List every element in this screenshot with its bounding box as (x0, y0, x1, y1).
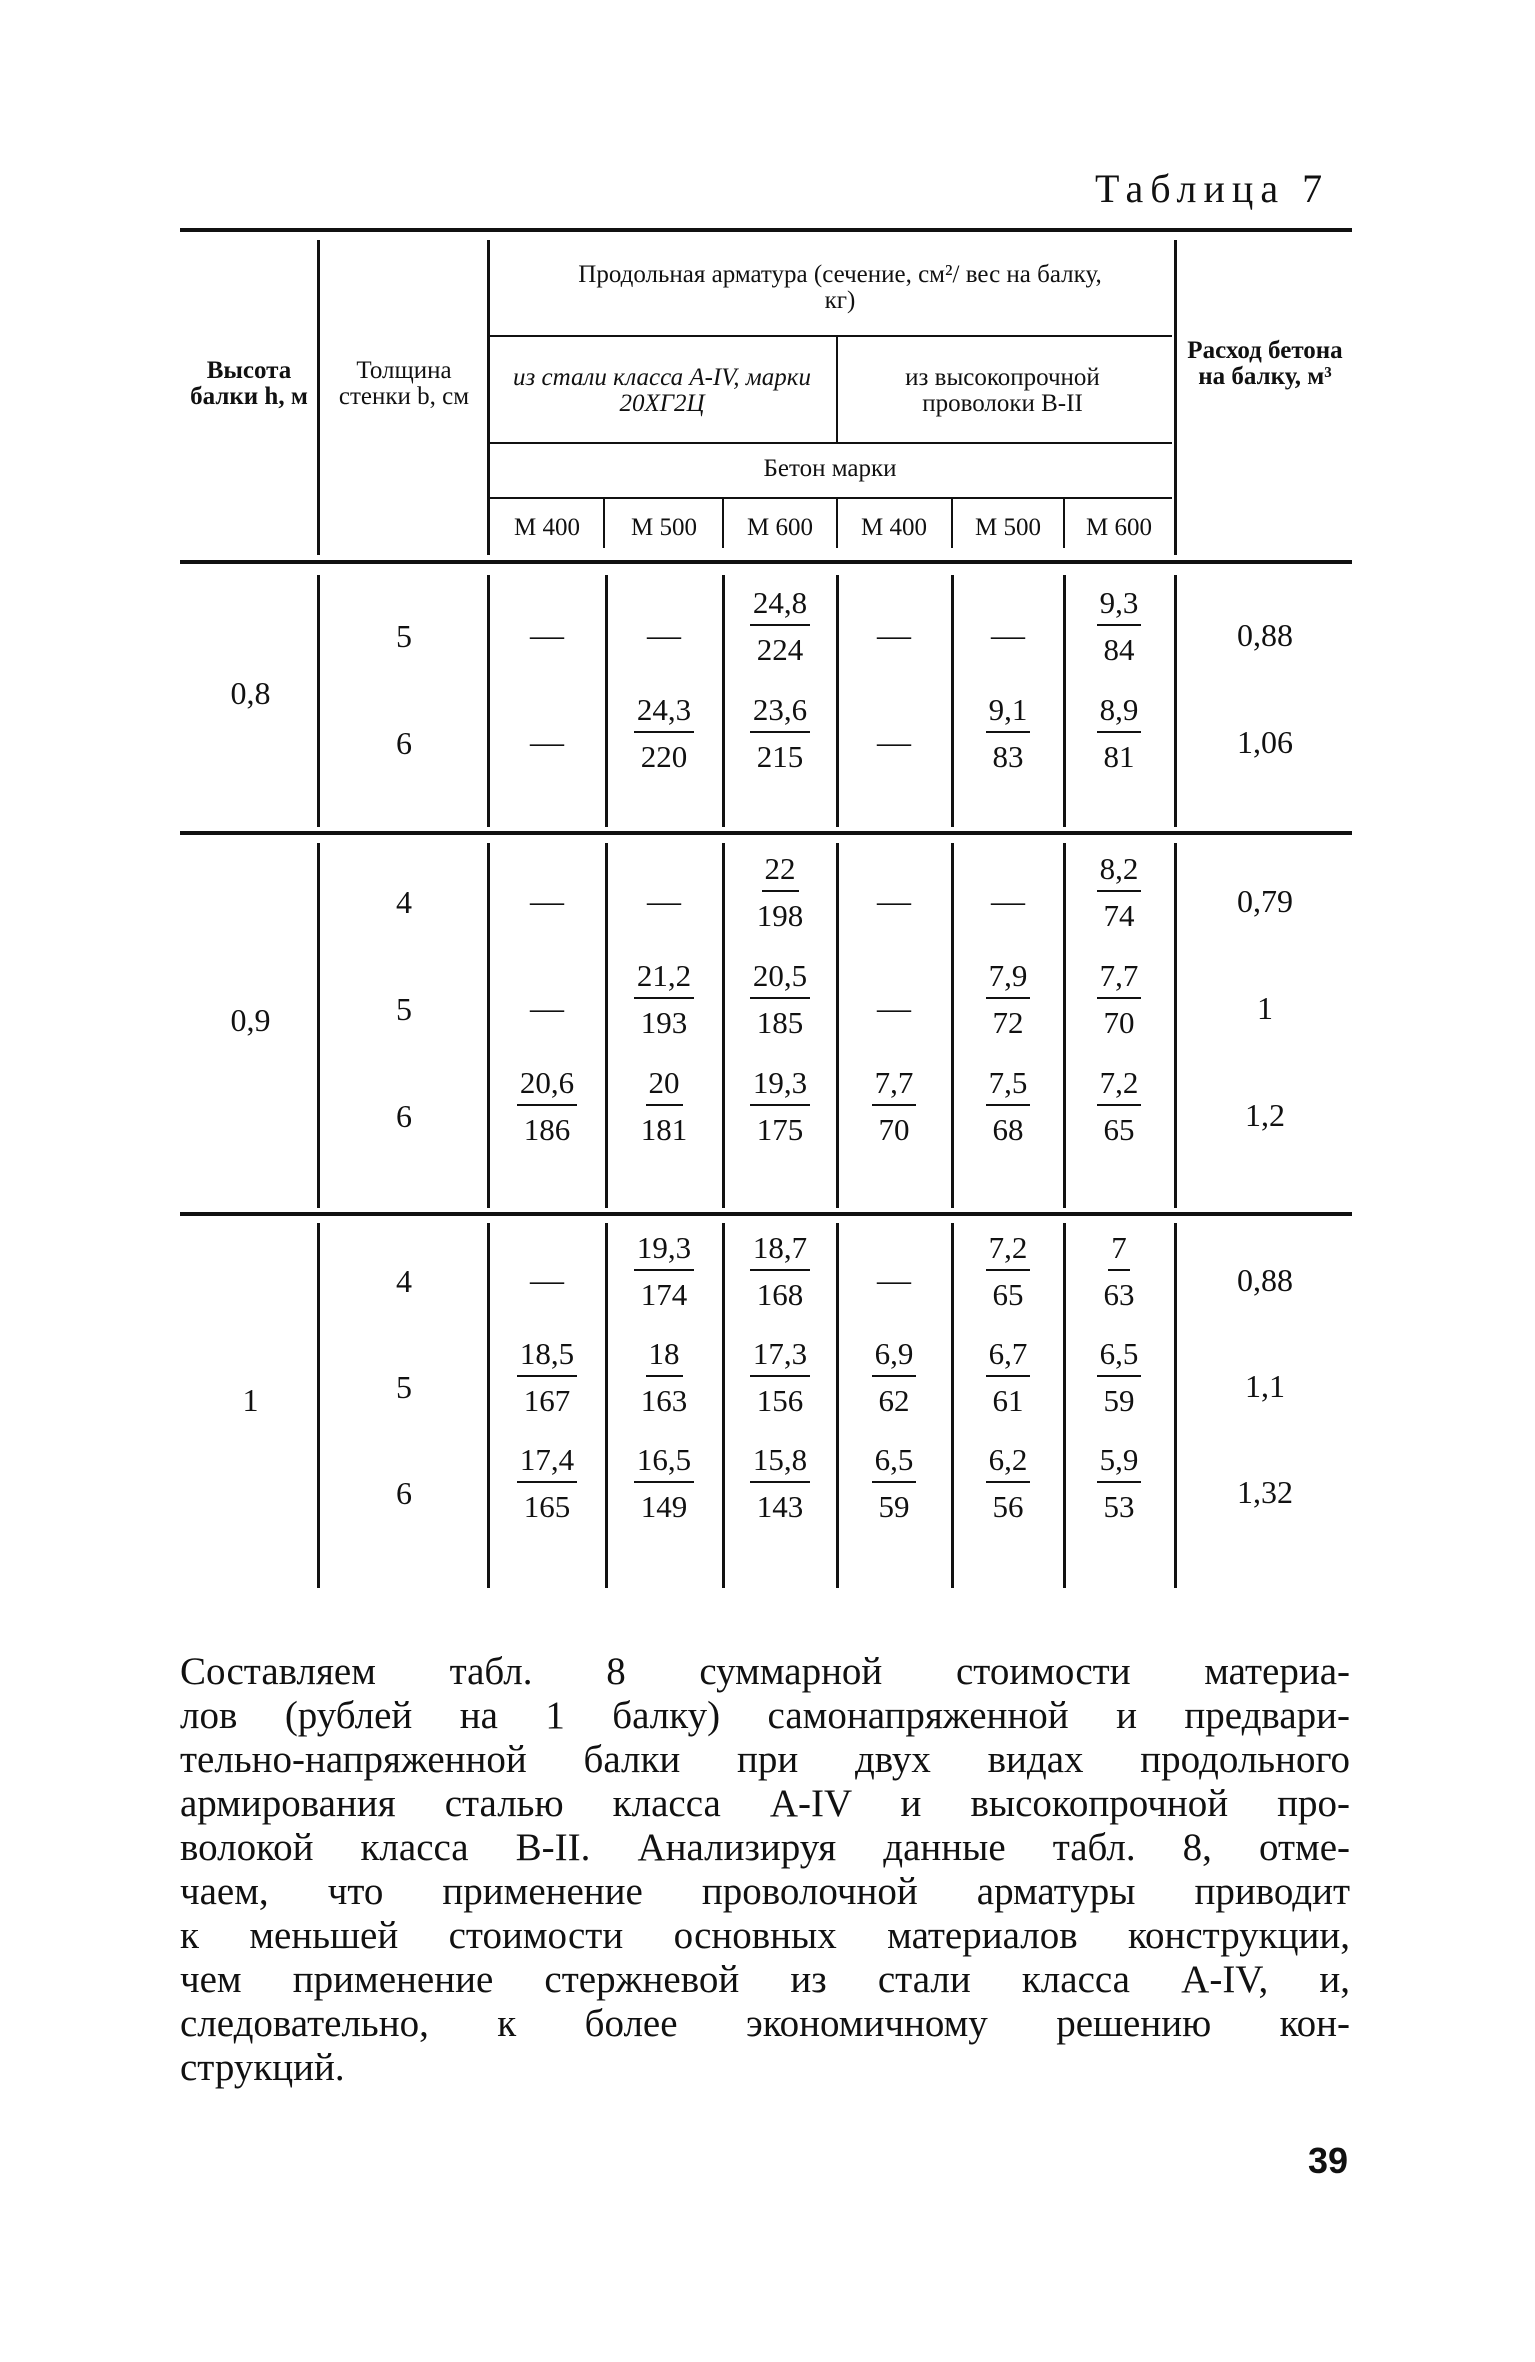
column-divider (1174, 575, 1177, 827)
section-area: 20 (646, 1067, 683, 1106)
section-weight-fraction (1073, 1232, 1165, 1310)
column-divider (1063, 575, 1066, 827)
column-divider (951, 843, 954, 1208)
empty-cell-dash: — (647, 617, 681, 654)
weight: 68 (992, 1112, 1024, 1147)
section-area: 9,1 (986, 694, 1031, 733)
concrete-volume: 1,06 (1237, 724, 1293, 760)
section-weight-fraction (618, 1444, 710, 1522)
section-area: 7,9 (986, 960, 1031, 999)
section-weight-fraction (734, 1232, 826, 1310)
paragraph-line: Составляем табл. 8 суммарной стоимости материа- (180, 1650, 1350, 1693)
beam-height: 1 (242, 1382, 259, 1418)
section-weight-fraction (618, 694, 710, 772)
section-area: 15,8 (750, 1444, 810, 1483)
section-area: 18 (646, 1338, 683, 1377)
section-weight-fraction (618, 1232, 710, 1310)
weight: 186 (523, 1112, 571, 1147)
paragraph-line: лов (рублей на 1 балку) самонапряженной и предвари- (180, 1694, 1350, 1737)
section-area: 6,9 (872, 1338, 917, 1377)
section-area: 6,7 (986, 1338, 1031, 1377)
section-weight-fraction (734, 694, 826, 772)
section-area: 22 (762, 853, 799, 892)
weight: 149 (640, 1489, 688, 1524)
section-weight-fraction (734, 1338, 826, 1416)
column-divider (605, 575, 608, 827)
weight: 175 (756, 1112, 804, 1147)
section-weight-fraction (962, 1067, 1054, 1145)
section-weight-fraction (734, 960, 826, 1038)
section-weight-fraction (1073, 960, 1165, 1038)
wall-thickness: 6 (396, 1475, 412, 1511)
header-long-reinf: Продольная арматура (сечение, см²/ вес на балку, кг) (578, 261, 1102, 315)
empty-cell-dash: — (530, 724, 564, 761)
header-divider (722, 498, 724, 548)
header-divider (836, 498, 838, 548)
beam-height: 0,8 (230, 675, 271, 711)
header-bottom-rule (180, 560, 1352, 564)
header-wall: Толщина стенки b, см (338, 357, 470, 411)
section-weight-fraction (734, 1067, 826, 1145)
concrete-volume: 0,88 (1237, 1262, 1293, 1298)
section-area: 9,3 (1097, 587, 1142, 626)
group-rule (180, 831, 1352, 835)
column-divider (722, 1223, 725, 1588)
section-area: 8,2 (1097, 853, 1142, 892)
group-rule (180, 1212, 1352, 1216)
wall-thickness: 5 (396, 991, 412, 1027)
section-area: 23,6 (750, 694, 810, 733)
weight: 198 (756, 898, 804, 933)
weight: 156 (756, 1383, 804, 1418)
section-area: 20,6 (517, 1067, 577, 1106)
column-divider (487, 575, 490, 827)
paragraph-line: тельно-напряженной балки при двух видах продольного (180, 1738, 1350, 1781)
section-weight-fraction (734, 1444, 826, 1522)
section-area: 5,9 (1097, 1444, 1142, 1483)
section-area: 19,3 (750, 1067, 810, 1106)
section-area: 7,5 (986, 1067, 1031, 1106)
paragraph-line: волокой класса В-II. Анализируя данные табл. 8, отме- (180, 1826, 1350, 1869)
column-divider (836, 575, 839, 827)
section-weight-fraction (1073, 1444, 1165, 1522)
weight: 59 (878, 1489, 910, 1524)
column-divider (317, 1223, 320, 1588)
concrete-volume: 0,79 (1237, 883, 1293, 919)
section-weight-fraction (1073, 1067, 1165, 1145)
weight: 83 (992, 739, 1024, 774)
weight: 168 (756, 1277, 804, 1312)
weight: 193 (640, 1005, 688, 1040)
section-weight-fraction (501, 1338, 593, 1416)
empty-cell-dash: — (877, 724, 911, 761)
wall-thickness: 5 (396, 618, 412, 654)
header-steel: из стали класса А-IV, марки 20ХГ2Ц (513, 364, 811, 418)
paragraph-line: армирования сталью класса А-IV и высокопрочной про- (180, 1782, 1350, 1825)
empty-cell-dash: — (991, 883, 1025, 920)
column-divider (487, 843, 490, 1208)
column-divider (317, 843, 320, 1208)
section-weight-fraction (962, 694, 1054, 772)
section-weight-fraction (734, 853, 826, 931)
header-concrete: Бетон марки (763, 455, 897, 482)
header-divider (836, 336, 838, 443)
section-area: 24,3 (634, 694, 694, 733)
weight: 220 (640, 739, 688, 774)
weight: 167 (523, 1383, 571, 1418)
paragraph-line: чаем, что применение проволочной арматуры приводит (180, 1870, 1350, 1913)
column-divider (951, 575, 954, 827)
weight: 59 (1103, 1383, 1135, 1418)
grade-header: М 400 (514, 514, 580, 541)
wall-thickness: 6 (396, 1098, 412, 1134)
section-area: 7,2 (986, 1232, 1031, 1271)
section-area: 19,3 (634, 1232, 694, 1271)
column-divider (836, 1223, 839, 1588)
section-weight-fraction (962, 1338, 1054, 1416)
column-divider (317, 240, 320, 555)
grade-header: М 500 (631, 514, 697, 541)
grade-header: М 600 (1086, 514, 1152, 541)
section-weight-fraction (848, 1444, 940, 1522)
weight: 65 (1103, 1112, 1135, 1147)
section-area: 8,9 (1097, 694, 1142, 733)
weight: 70 (1103, 1005, 1135, 1040)
paragraph-line: струкций. (180, 2046, 345, 2089)
header-consumption: Расход бетона на балку, м³ (1187, 337, 1343, 391)
paragraph-line: к меньшей стоимости основных материалов конструкции, (180, 1914, 1350, 1957)
weight: 185 (756, 1005, 804, 1040)
section-weight-fraction (618, 960, 710, 1038)
column-divider (1174, 843, 1177, 1208)
weight: 63 (1103, 1277, 1135, 1312)
column-divider (1174, 240, 1177, 555)
grade-header: М 600 (747, 514, 813, 541)
header-wire: из высокопрочной проволоки В-II (905, 364, 1100, 418)
column-divider (836, 843, 839, 1208)
section-weight-fraction (1073, 1338, 1165, 1416)
weight: 61 (992, 1383, 1024, 1418)
section-weight-fraction (1073, 587, 1165, 665)
section-weight-fraction (501, 1067, 593, 1145)
weight: 65 (992, 1277, 1024, 1312)
empty-cell-dash: — (877, 617, 911, 654)
header-rule (489, 335, 1172, 337)
section-area: 7,7 (872, 1067, 917, 1106)
section-weight-fraction (962, 1232, 1054, 1310)
column-divider (487, 240, 490, 555)
column-divider (605, 1223, 608, 1588)
section-weight-fraction (848, 1338, 940, 1416)
weight: 181 (640, 1112, 688, 1147)
column-divider (605, 843, 608, 1208)
section-area: 18,7 (750, 1232, 810, 1271)
weight: 143 (756, 1489, 804, 1524)
weight: 81 (1103, 739, 1135, 774)
column-divider (1063, 843, 1066, 1208)
weight: 62 (878, 1383, 910, 1418)
weight: 74 (1103, 898, 1135, 933)
section-area: 17,3 (750, 1338, 810, 1377)
concrete-volume: 1,32 (1237, 1474, 1293, 1510)
section-area: 24,8 (750, 587, 810, 626)
grade-header: М 400 (861, 514, 927, 541)
section-area: 16,5 (634, 1444, 694, 1483)
weight: 174 (640, 1277, 688, 1312)
empty-cell-dash: — (991, 617, 1025, 654)
wall-thickness: 4 (396, 884, 412, 920)
wall-thickness: 6 (396, 725, 412, 761)
section-weight-fraction (618, 1338, 710, 1416)
weight: 72 (992, 1005, 1024, 1040)
empty-cell-dash: — (530, 883, 564, 920)
section-weight-fraction (1073, 853, 1165, 931)
column-divider (1063, 1223, 1066, 1588)
wall-thickness: 5 (396, 1369, 412, 1405)
empty-cell-dash: — (877, 883, 911, 920)
paragraph-line: чем применение стержневой из стали класса А-IV, и, (180, 1958, 1350, 2001)
column-divider (722, 843, 725, 1208)
paragraph-line: следовательно, к более экономичному решению кон- (180, 2002, 1350, 2045)
column-divider (1174, 1223, 1177, 1588)
section-area: 17,4 (517, 1444, 577, 1483)
section-area: 6,2 (986, 1444, 1031, 1483)
table-title: Таблица 7 (1095, 166, 1330, 211)
weight: 215 (756, 739, 804, 774)
body-paragraph (180, 1650, 1350, 2090)
weight: 163 (640, 1383, 688, 1418)
weight: 224 (756, 632, 804, 667)
section-weight-fraction (962, 1444, 1054, 1522)
table-top-rule (180, 228, 1352, 232)
beam-height: 0,9 (230, 1002, 271, 1038)
weight: 53 (1103, 1489, 1135, 1524)
column-divider (487, 1223, 490, 1588)
column-divider (951, 1223, 954, 1588)
weight: 165 (523, 1489, 571, 1524)
header-divider (603, 498, 605, 548)
section-area: 6,5 (872, 1444, 917, 1483)
section-area: 7 (1108, 1232, 1130, 1271)
weight: 56 (992, 1489, 1024, 1524)
empty-cell-dash: — (530, 990, 564, 1027)
empty-cell-dash: — (530, 1262, 564, 1299)
concrete-volume: 1 (1257, 990, 1273, 1026)
weight: 84 (1103, 632, 1135, 667)
weight: 70 (878, 1112, 910, 1147)
header-rule (489, 442, 1172, 444)
header-rule (489, 497, 1172, 499)
column-divider (317, 575, 320, 827)
empty-cell-dash: — (877, 990, 911, 1027)
grade-header: М 500 (975, 514, 1041, 541)
section-weight-fraction (1073, 694, 1165, 772)
concrete-volume: 1,2 (1245, 1097, 1285, 1133)
section-weight-fraction (962, 960, 1054, 1038)
section-area: 20,5 (750, 960, 810, 999)
section-area: 18,5 (517, 1338, 577, 1377)
section-area: 7,2 (1097, 1067, 1142, 1106)
section-weight-fraction (501, 1444, 593, 1522)
section-area: 21,2 (634, 960, 694, 999)
wall-thickness: 4 (396, 1263, 412, 1299)
empty-cell-dash: — (530, 617, 564, 654)
section-weight-fraction (848, 1067, 940, 1145)
section-area: 7,7 (1097, 960, 1142, 999)
concrete-volume: 1,1 (1245, 1368, 1285, 1404)
section-weight-fraction (734, 587, 826, 665)
empty-cell-dash: — (877, 1262, 911, 1299)
header-height: Высота балки h, м (190, 357, 308, 411)
empty-cell-dash: — (647, 883, 681, 920)
concrete-volume: 0,88 (1237, 617, 1293, 653)
section-area: 6,5 (1097, 1338, 1142, 1377)
column-divider (722, 575, 725, 827)
page-number: 39 (1308, 2140, 1349, 2181)
section-weight-fraction (618, 1067, 710, 1145)
